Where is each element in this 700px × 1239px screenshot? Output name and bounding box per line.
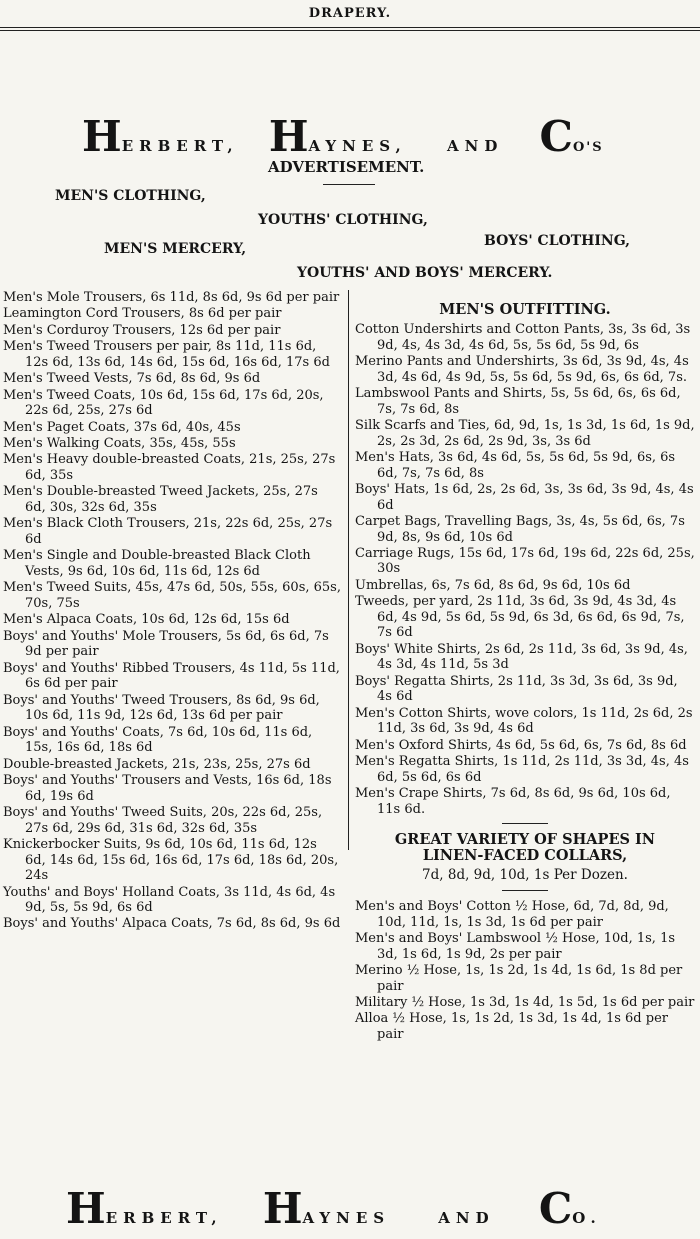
- footer-title: [66, 1184, 602, 1233]
- list-item: Boys' and Youths' Ribbed Trousers, 4s 11d, 5s 11d, 6s 6d per pair: [3, 660, 340, 692]
- list-item: Boys' and Youths' Coats, 7s 6d, 10s 6d, 11s 6d, 15s, 16s 6d, 18s 6d: [3, 724, 313, 756]
- footer-co-rest: O.: [572, 1209, 602, 1227]
- right-price-list: [355, 302, 695, 1043]
- list-item: Merino Pants and Undershirts, 3s 6d, 3s 9d, 4s, 4s 3d, 4s 6d, 4s 9d, 5s, 5s 6d, 5s 9d, 6s, 6s 6d, 7s.: [355, 353, 689, 385]
- list-item: Men's Paget Coats, 37s 6d, 40s, 45s: [3, 419, 241, 435]
- list-item: Men's and Boys' Lambswool ½ Hose, 10d, 1s, 1s 3d, 1s 6d, 1s 9d, 2s per pair: [355, 930, 676, 962]
- footer-co-initial: C: [538, 1184, 573, 1233]
- subtitle-rule: [323, 184, 375, 185]
- list-item: Men's Tweed Coats, 10s 6d, 15s 6d, 17s 6d, 20s, 22s 6d, 25s, 27s 6d: [3, 387, 324, 419]
- list-item: Umbrellas, 6s, 7s 6d, 8s 6d, 9s 6d, 10s 6d: [355, 577, 631, 593]
- list-item: Military ½ Hose, 1s 3d, 1s 4d, 1s 5d, 1s 6d per pair: [355, 994, 695, 1010]
- list-item: Men's Alpaca Coats, 10s 6d, 12s 6d, 15s 6d: [3, 612, 290, 628]
- list-item: Alloa ½ Hose, 1s, 1s 2d, 1s 3d, 1s 4d, 1s 6d per pair: [355, 1011, 668, 1042]
- list-item: Silk Scarfs and Ties, 6d, 9d, 1s, 1s 3d, 1s 6d, 1s 9d, 2s, 2s 3d, 2s 6d, 2s 9d, 3s, 3s 6d: [355, 417, 695, 449]
- hose-divider: [502, 890, 548, 891]
- list-item: Boys' and Youths' Tweed Suits, 20s, 22s 6d, 25s, 27s 6d, 29s 6d, 31s 6d, 32s 6d, 35s: [3, 804, 323, 836]
- list-item: Double-breasted Jackets, 21s, 23s, 25s, 27s 6d: [3, 756, 311, 772]
- list-item: Men's Regatta Shirts, 1s 11d, 2s 11d, 3s 3d, 4s, 4s 6d, 5s 6d, 6s 6d: [355, 754, 689, 785]
- list-item: Men's Cotton Shirts, wove colors, 1s 11d, 2s 6d, 2s 11d, 3s 6d, 3s 9d, 4s 6d: [355, 705, 693, 737]
- collars-divider: [502, 823, 548, 824]
- category-mens-mercery: MEN'S MERCERY,: [104, 241, 247, 257]
- list-item: Men's Oxford Shirts, 4s 6d, 5s 6d, 6s, 7s 6d, 8s 6d: [355, 737, 687, 753]
- list-item: Boys' Regatta Shirts, 2s 11d, 3s 3d, 3s 6d, 3s 9d, 4s 6d: [355, 673, 678, 705]
- category-youths-boys-mercery: YOUTHS' AND BOYS' MERCERY.: [297, 265, 553, 281]
- list-item: Boys' and Youths' Tweed Trousers, 8s 6d, 9s 6d, 10s 6d, 11s 9d, 12s 6d, 13s 6d per pair: [3, 692, 320, 724]
- collars-heading: GREAT VARIETY OF SHAPES IN LINEN-FACED COLLARS,: [394, 831, 656, 865]
- title-subtitle: ADVERTISEMENT.: [268, 158, 425, 176]
- section-header: DRAPERY.: [308, 6, 392, 21]
- category-youths-clothing: YOUTHS' CLOTHING,: [258, 212, 428, 228]
- list-item: Men's Single and Double-breasted Black Cloth Vests, 9s 6d, 10s 6d, 11s 6d, 12s 6d: [3, 548, 311, 579]
- list-item: Men's Black Cloth Trousers, 21s, 22s 6d, 25s, 27s 6d: [3, 516, 333, 547]
- left-price-list: [3, 290, 341, 933]
- list-item: Men's and Boys' Cotton ½ Hose, 6d, 7d, 8d, 9d, 10d, 11d, 1s, 1s 3d, 1s 6d per pair: [355, 898, 669, 930]
- list-item: Boys' White Shirts, 2s 6d, 2s 11d, 3s 6d, 3s 9d, 4s, 4s 3d, 4s 11d, 5s 3d: [355, 641, 688, 673]
- list-item: Men's Tweed Vests, 7s 6d, 8s 6d, 9s 6d: [3, 371, 261, 387]
- list-item: Knickerbocker Suits, 9s 6d, 10s 6d, 11s 6d, 12s 6d, 14s 6d, 15s 6d, 16s 6d, 17s 6d, 18s 6d, 20s, 24s: [3, 836, 339, 884]
- outfitting-heading: MEN'S OUTFITTING.: [439, 301, 611, 318]
- footer-and: AND: [438, 1209, 495, 1227]
- header-rule-thin: [0, 30, 700, 31]
- list-item: Youths' and Boys' Holland Coats, 3s 11d, 4s 6d, 4s 9d, 5s, 5s 9d, 6s 6d: [3, 884, 336, 916]
- list-item: Men's Corduroy Trousers, 12s 6d per pair: [3, 322, 281, 338]
- title-and: AND: [446, 137, 504, 155]
- list-item: Men's Heavy double-breasted Coats, 21s, 25s, 27s 6d, 35s: [3, 452, 336, 483]
- advertiser-title: [82, 112, 604, 161]
- list-item: Boys' and Youths' Mole Trousers, 5s 6d, 6s 6d, 7s 9d per pair: [3, 628, 329, 660]
- list-item: Tweeds, per yard, 2s 11d, 3s 6d, 3s 9d, 4s 3d, 4s 6d, 4s 9d, 5s 6d, 5s 9d, 6s 3d, 6s 6d, 6s 9d, 7s, 7s 6d: [355, 594, 685, 641]
- list-item: Boys' and Youths' Trousers and Vests, 16s 6d, 18s 6d, 19s 6d: [3, 772, 332, 804]
- footer-herbert-initial: H: [66, 1184, 106, 1233]
- column-divider: [348, 290, 349, 850]
- collars-prices: 7d, 8d, 9d, 10d, 1s Per Dozen.: [422, 867, 628, 884]
- list-item: Merino ½ Hose, 1s, 1s 2d, 1s 4d, 1s 6d, 1s 8d per pair: [355, 962, 683, 994]
- list-item: Leamington Cord Trousers, 8s 6d per pair: [3, 306, 282, 322]
- list-item: Carpet Bags, Travelling Bags, 3s, 4s, 5s 6d, 6s, 7s 9d, 8s, 9s 6d, 10s 6d: [355, 513, 685, 545]
- footer-herbert-rest: ERBERT,: [105, 1209, 223, 1227]
- category-boys-clothing: BOYS' CLOTHING,: [484, 233, 631, 249]
- footer-haynes-initial: H: [262, 1184, 303, 1233]
- list-item: Carriage Rugs, 15s 6d, 17s 6d, 19s 6d, 22s 6d, 25s, 30s: [355, 545, 695, 577]
- title-co-rest: O'S: [572, 140, 604, 155]
- title-herbert-rest: ERBERT,: [121, 137, 239, 155]
- list-item: Boys' Hats, 1s 6d, 2s, 2s 6d, 3s, 3s 6d, 3s 9d, 4s, 4s 6d: [355, 481, 694, 513]
- title-haynes-initial: H: [268, 112, 309, 161]
- list-item: Boys' and Youths' Alpaca Coats, 7s 6d, 8s 6d, 9s 6d: [3, 916, 341, 932]
- list-item: Men's Mole Trousers, 6s 11d, 8s 6d, 9s 6d per pair: [3, 290, 340, 305]
- list-item: Lambswool Pants and Shirts, 5s, 5s 6d, 6s, 6s 6d, 7s, 7s 6d, 8s: [355, 385, 681, 417]
- title-herbert-initial: H: [82, 112, 122, 161]
- header-rule: [0, 27, 700, 28]
- list-item: Men's Crape Shirts, 7s 6d, 8s 6d, 9s 6d, 10s 6d, 11s 6d.: [355, 786, 671, 817]
- list-item: Cotton Undershirts and Cotton Pants, 3s, 3s 6d, 3s 9d, 4s, 4s 3d, 4s 6d, 5s, 5s 6d, 5s 9d, 6s: [355, 322, 691, 353]
- title-haynes-rest: AYNES,: [308, 137, 407, 155]
- list-item: Men's Hats, 3s 6d, 4s 6d, 5s, 5s 6d, 5s 9d, 6s, 6s 6d, 7s, 7s 6d, 8s: [355, 449, 676, 481]
- list-item: Men's Tweed Suits, 45s, 47s 6d, 50s, 55s, 60s, 65s, 70s, 75s: [3, 580, 341, 611]
- list-item: Men's Walking Coats, 35s, 45s, 55s: [3, 435, 236, 451]
- footer-haynes-rest: AYNES: [302, 1209, 391, 1227]
- title-co-initial: C: [539, 112, 573, 161]
- list-item: Men's Double-breasted Tweed Jackets, 25s, 27s 6d, 30s, 32s 6d, 35s: [3, 484, 318, 515]
- list-item: Men's Tweed Trousers per pair, 8s 11d, 11s 6d, 12s 6d, 13s 6d, 14s 6d, 15s 6d, 16s 6d, 17s 6d: [3, 339, 330, 370]
- category-mens-clothing: MEN'S CLOTHING,: [55, 188, 206, 204]
